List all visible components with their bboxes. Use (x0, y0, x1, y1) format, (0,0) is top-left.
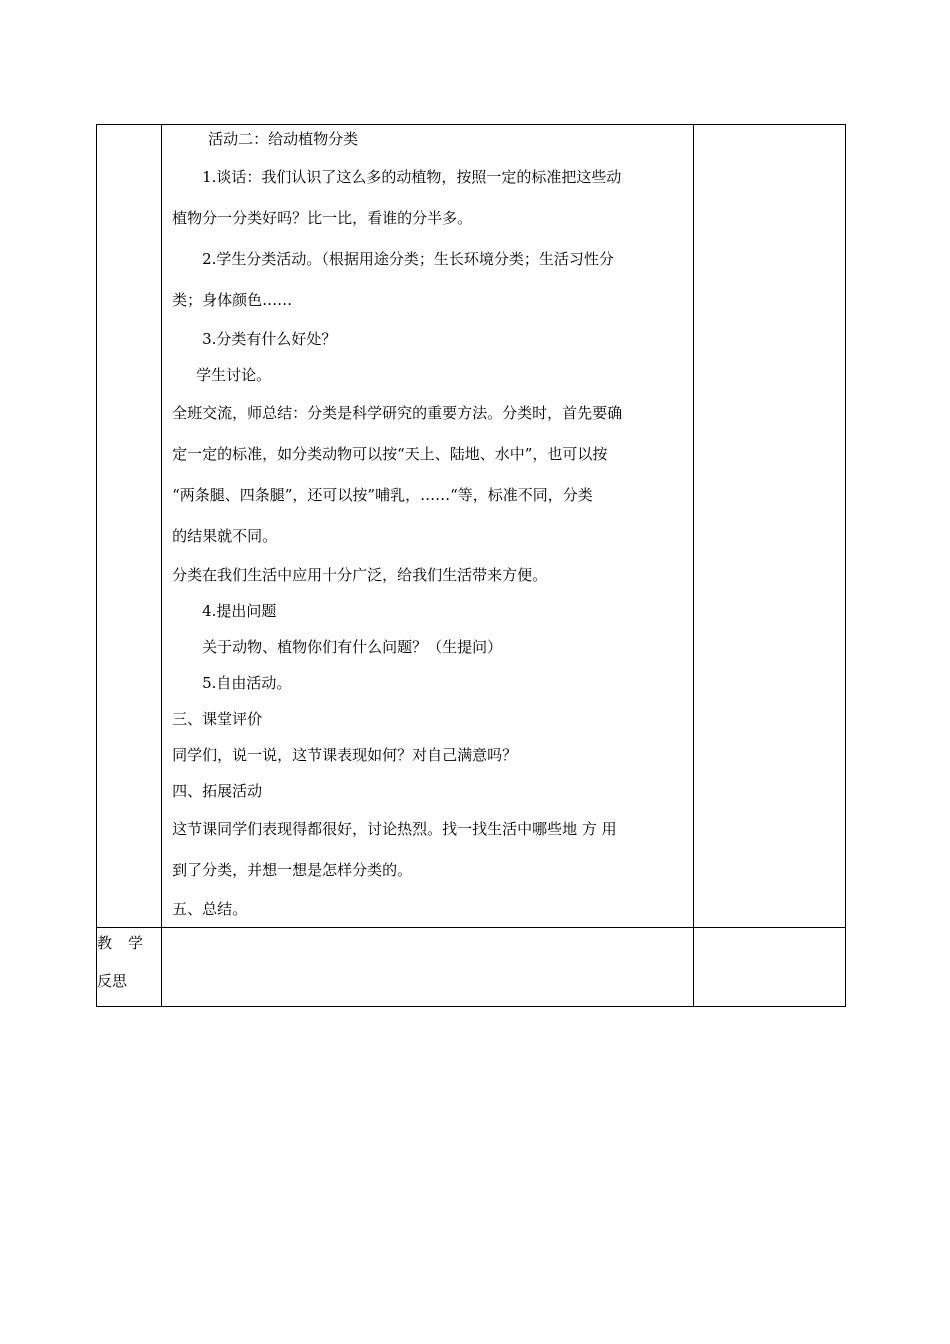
classification-usage: 分类在我们生活中应用十分广泛，给我们生活带来方便。 (172, 566, 548, 584)
summary-line-1: 全班交流，师总结：分类是科学研究的重要方法。分类时，首先要确 (172, 404, 623, 422)
section-three-text: 同学们，说一说，这节课表现如何？对自己满意吗？ (172, 746, 518, 764)
main-content-cell (162, 125, 694, 928)
step-2-line-1: 2.学生分类活动。（根据用途分类；生长环境分类；生活习性分 (202, 250, 614, 268)
reflection-label-cell (97, 928, 162, 1007)
student-discussion: 学生讨论。 (196, 366, 272, 384)
section-four-line-1: 这节课同学们表现得都很好，讨论热烈。找一找生活中哪些地 方 用 (172, 820, 617, 838)
step-4-heading: 4.提出问题 (202, 602, 277, 620)
step-2-line-2: 类；身体颜色…… (172, 291, 293, 309)
reflection-label-line-1: 教学 (97, 934, 160, 952)
section-three-heading: 三、课堂评价 (172, 710, 263, 728)
step-3-question: 3.分类有什么好处？ (202, 330, 337, 348)
reflection-row (97, 928, 846, 1007)
step-5-heading: 5.自由活动。 (202, 674, 292, 692)
section-five-heading: 五、总结。 (172, 900, 248, 918)
step-1-line-2: 植物分一分类好吗？比一比，看谁的分半多。 (172, 209, 473, 227)
step-4-question: 关于动物、植物你们有什么问题？（生提问） (202, 638, 503, 656)
summary-line-2: 定一定的标准，如分类动物可以按“天上、陆地、水中”，也可以按 (172, 445, 608, 463)
section-four-heading: 四、拓展活动 (172, 782, 263, 800)
activity-two-heading: 活动二：给动植物分类 (208, 130, 359, 148)
summary-line-4: 的结果就不同。 (172, 527, 278, 545)
left-label-cell (97, 125, 162, 928)
summary-line-3: “两条腿、四条腿”，还可以按”哺乳，……“等，标准不同，分类 (172, 486, 593, 504)
step-1-line-1: 1.谈话：我们认识了这么多的动植物，按照一定的标准把这些动 (202, 168, 622, 186)
reflection-label-line-2: 反思 (97, 972, 128, 990)
lesson-plan-table (96, 124, 846, 1007)
reflection-content-cell (162, 928, 694, 1007)
lesson-content (162, 121, 693, 927)
right-notes-cell (693, 125, 845, 928)
reflection-notes-cell (693, 928, 845, 1007)
content-row (97, 125, 846, 928)
section-four-line-2: 到了分类，并想一想是怎样分类的。 (172, 861, 413, 879)
